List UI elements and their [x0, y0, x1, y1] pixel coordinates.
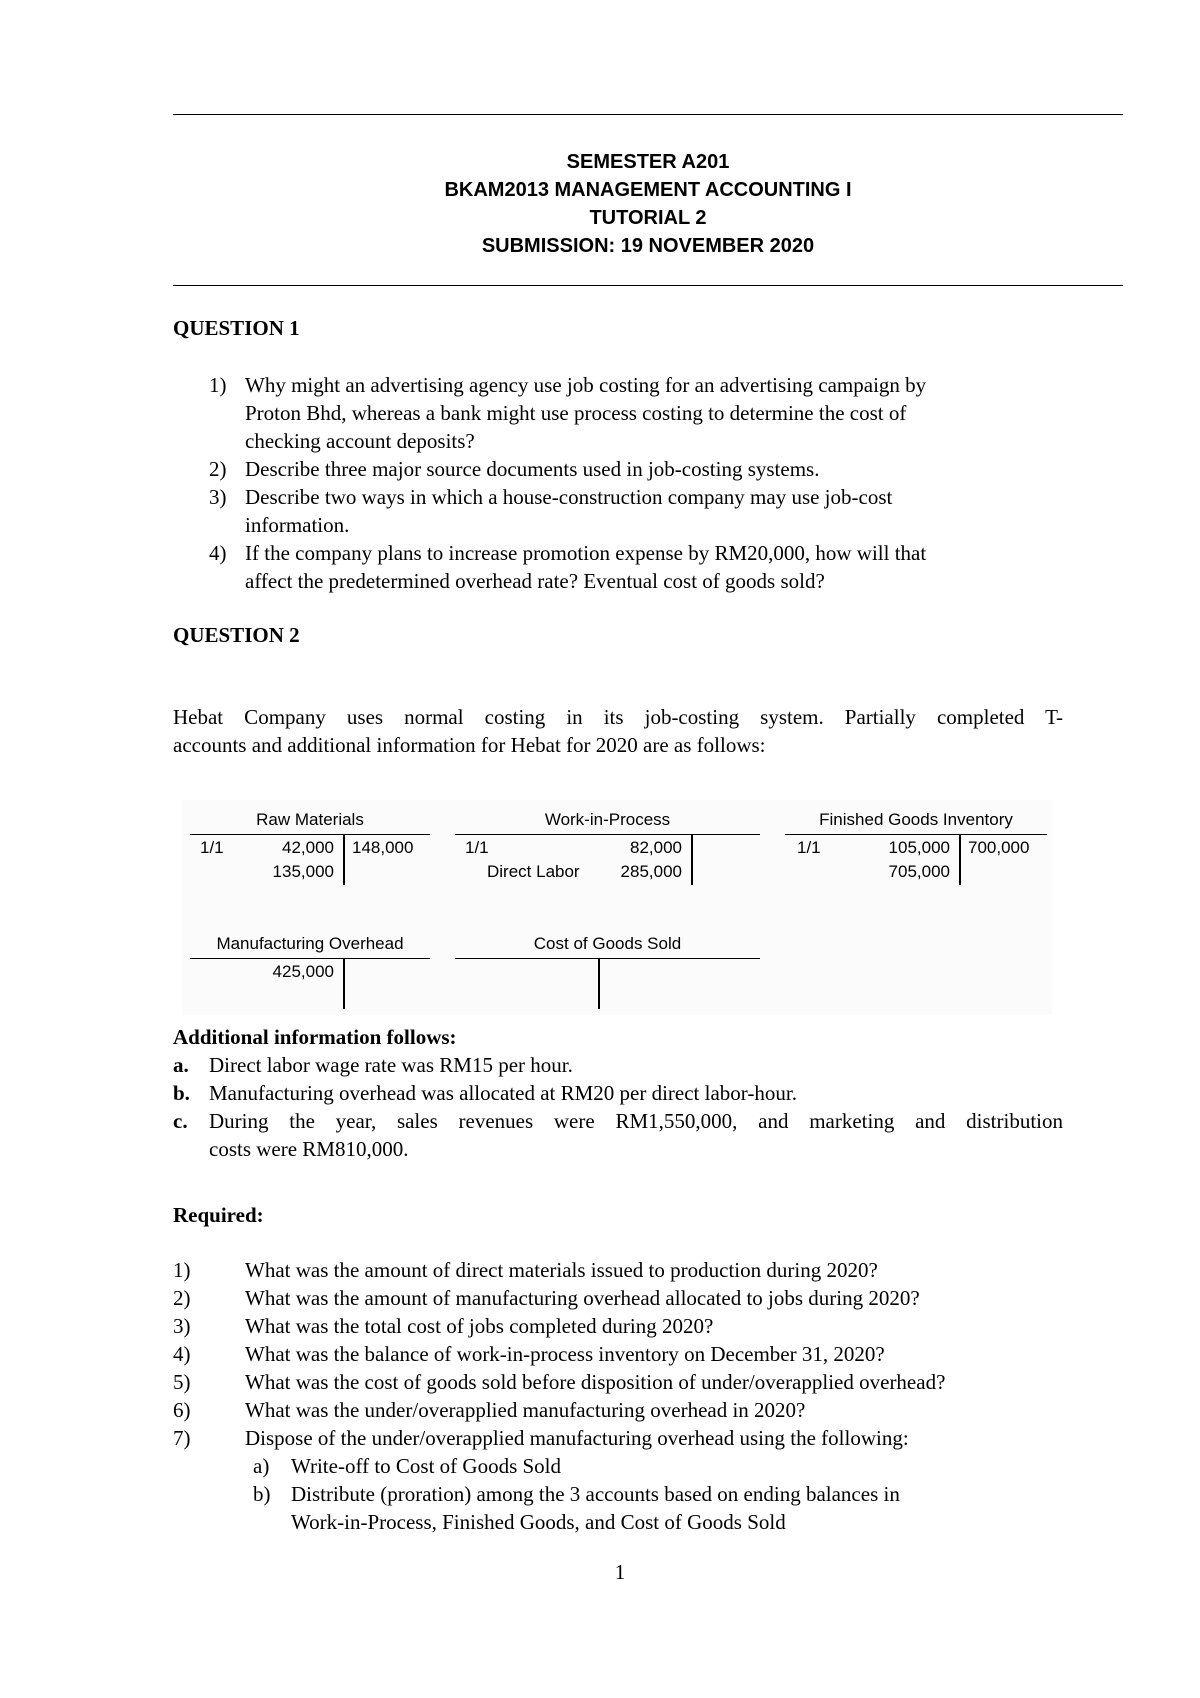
finished-goods-debit: 705,000 — [888, 862, 950, 881]
required-number: 1) — [173, 1258, 191, 1282]
required-question: What was the balance of work-in-process inventory on December 31, 2020? — [245, 1342, 885, 1366]
additional-item-letter: b. — [173, 1081, 190, 1105]
q1-item-number: 3) — [209, 485, 227, 509]
question-2-heading: QUESTION 2 — [173, 623, 300, 647]
finished-goods-date: 1/1 — [797, 838, 821, 857]
required-question: What was the under/overapplied manufacturing overhead in 2020? — [245, 1398, 806, 1422]
q1-item-number: 2) — [209, 457, 227, 481]
q1-item-line: affect the predetermined overhead rate? Eventual cost of goods sold? — [245, 569, 825, 593]
additional-item-line: costs were RM810,000. — [209, 1137, 409, 1161]
wip-debit: 285,000 — [620, 862, 682, 881]
mfg-overhead-debit: 425,000 — [272, 962, 334, 981]
required-number: 5) — [173, 1370, 191, 1394]
submission-line: SUBMISSION: 19 NOVEMBER 2020 — [481, 235, 815, 257]
cogs-title: Cost of Goods Sold — [533, 934, 682, 953]
q1-item-number: 4) — [209, 541, 227, 565]
q2-intro-line: accounts and additional information for Hebat for 2020 are as follows: — [173, 733, 766, 757]
finished-goods-top-line — [785, 834, 1047, 835]
page-number: 1 — [614, 1560, 626, 1584]
q1-item-line: checking account deposits? — [245, 429, 475, 453]
tutorial-line: TUTORIAL 2 — [589, 207, 707, 229]
finished-goods-credit: 700,000 — [968, 838, 1030, 857]
sub-item-letter: a) — [253, 1454, 270, 1478]
raw-materials-debit: 42,000 — [282, 838, 334, 857]
top-rule — [173, 114, 1123, 115]
wip-debit: 82,000 — [630, 838, 682, 857]
required-question: What was the amount of direct materials issued to production during 2020? — [245, 1258, 878, 1282]
additional-item-letter: a. — [173, 1053, 189, 1077]
required-number: 6) — [173, 1398, 191, 1422]
raw-materials-date: 1/1 — [200, 838, 224, 857]
q1-item-line: Why might an advertising agency use job costing for an advertising campaign by — [245, 373, 927, 397]
required-question: What was the cost of goods sold before disposition of under/overapplied overhead? — [245, 1370, 946, 1394]
q1-item-number: 1) — [209, 373, 227, 397]
sub-item-letter: b) — [253, 1482, 271, 1506]
required-number: 7) — [173, 1426, 191, 1450]
q1-item-line: If the company plans to increase promotion expense by RM20,000, how will that — [245, 541, 927, 565]
q1-item-line: Describe three major source documents used in job-costing systems. — [245, 457, 820, 481]
q1-item-line: Describe two ways in which a house-construction company may use job-cost — [245, 485, 893, 509]
wip-title: Work-in-Process — [544, 810, 671, 829]
raw-materials-divider — [343, 834, 345, 885]
q1-item-line: information. — [245, 513, 350, 537]
cogs-divider — [598, 958, 600, 1009]
q1-item-line: Proton Bhd, whereas a bank might use process costing to determine the cost of — [245, 401, 907, 425]
required-question: Dispose of the under/overapplied manufacturing overhead using the following: — [245, 1426, 909, 1450]
q2-intro-line: Hebat Company uses normal costing in its job-costing system. Partially completed T- — [173, 705, 1063, 729]
additional-item-line: Manufacturing overhead was allocated at RM20 per direct labor-hour. — [209, 1081, 797, 1105]
mfg-overhead-top-line — [190, 958, 430, 959]
cogs-top-line — [455, 958, 760, 959]
required-question: What was the amount of manufacturing overhead allocated to jobs during 2020? — [245, 1286, 920, 1310]
wip-divider — [691, 834, 693, 885]
t-accounts-panel — [182, 800, 1052, 1015]
finished-goods-divider — [959, 834, 961, 885]
required-number: 2) — [173, 1286, 191, 1310]
required-question: What was the total cost of jobs completed during 2020? — [245, 1314, 714, 1338]
raw-materials-title: Raw Materials — [256, 810, 364, 829]
raw-materials-credit: 148,000 — [352, 838, 414, 857]
header-bottom-rule — [173, 285, 1123, 286]
sub-item-line: Write-off to Cost of Goods Sold — [291, 1454, 562, 1478]
sub-item-line: Work-in-Process, Finished Goods, and Cost of Goods Sold — [291, 1510, 786, 1534]
finished-goods-title: Finished Goods Inventory — [819, 810, 1013, 829]
additional-item-line: During the year, sales revenues were RM1,550,000, and marketing and distribution — [209, 1109, 1063, 1133]
wip-date: 1/1 — [465, 838, 489, 857]
required-number: 4) — [173, 1342, 191, 1366]
mfg-overhead-divider — [343, 958, 345, 1009]
course-line: BKAM2013 MANAGEMENT ACCOUNTING I — [444, 179, 852, 201]
additional-item-letter: c. — [173, 1109, 188, 1133]
sub-item-line: Distribute (proration) among the 3 accounts based on ending balances in — [291, 1482, 900, 1506]
raw-materials-top-line — [190, 834, 430, 835]
raw-materials-debit: 135,000 — [272, 862, 334, 881]
additional-info-heading: Additional information follows: — [173, 1025, 457, 1049]
question-1-heading: QUESTION 1 — [173, 316, 300, 340]
required-number: 3) — [173, 1314, 191, 1338]
additional-item-line: Direct labor wage rate was RM15 per hour. — [209, 1053, 573, 1077]
semester-line: SEMESTER A201 — [566, 151, 730, 173]
required-heading: Required: — [173, 1203, 264, 1227]
wip-direct-labor-label: Direct Labor — [487, 862, 580, 881]
finished-goods-debit: 105,000 — [888, 838, 950, 857]
mfg-overhead-title: Manufacturing Overhead — [216, 934, 404, 953]
wip-top-line — [455, 834, 760, 835]
